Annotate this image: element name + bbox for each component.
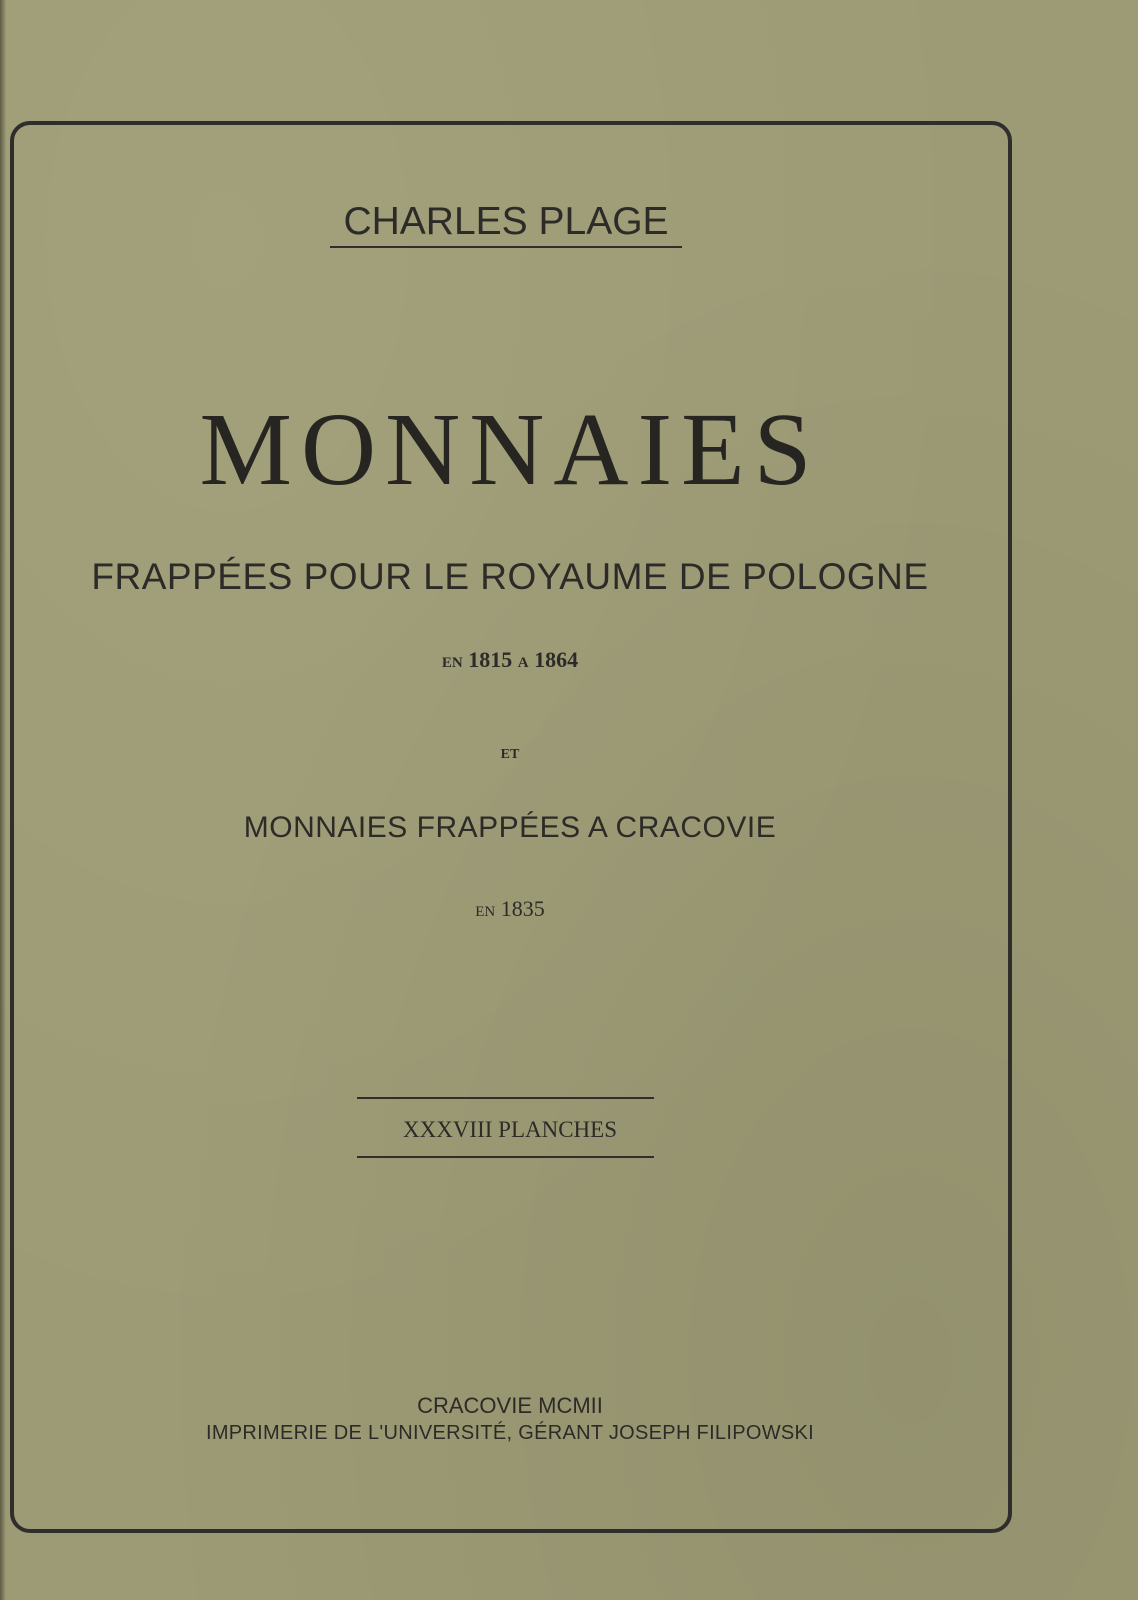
date-a: A xyxy=(517,655,529,671)
plates-count: XXXVIII PLANCHES xyxy=(402,1117,618,1142)
date-en: EN xyxy=(441,655,463,671)
second-date-year: 1835 xyxy=(500,896,545,921)
date-from: 1815 xyxy=(468,647,513,672)
second-date xyxy=(0,895,1020,926)
page-edge-shadow xyxy=(0,0,6,1600)
second-date-en: EN xyxy=(475,904,496,920)
imprint-city-year: CRACOVIE MCMII xyxy=(417,1393,603,1418)
author-name: CHARLES PLAGE xyxy=(330,200,682,248)
plates-rule-top xyxy=(357,1097,654,1099)
conjunction-et: ET xyxy=(500,747,520,762)
second-subtitle: MONNAIES FRAPPÉES A CRACOVIE xyxy=(243,811,777,844)
date-to: 1864 xyxy=(534,647,579,672)
imprint-printer: IMPRIMERIE DE L'UNIVERSITÉ, GÉRANT JOSEPH FILIPOWSKI xyxy=(205,1422,815,1444)
plates-rule-bottom xyxy=(357,1156,654,1158)
date-range xyxy=(0,646,1020,677)
main-title: MONNAIES xyxy=(199,392,821,507)
subtitle: FRAPPÉES POUR LE ROYAUME DE POLOGNE xyxy=(91,556,929,597)
